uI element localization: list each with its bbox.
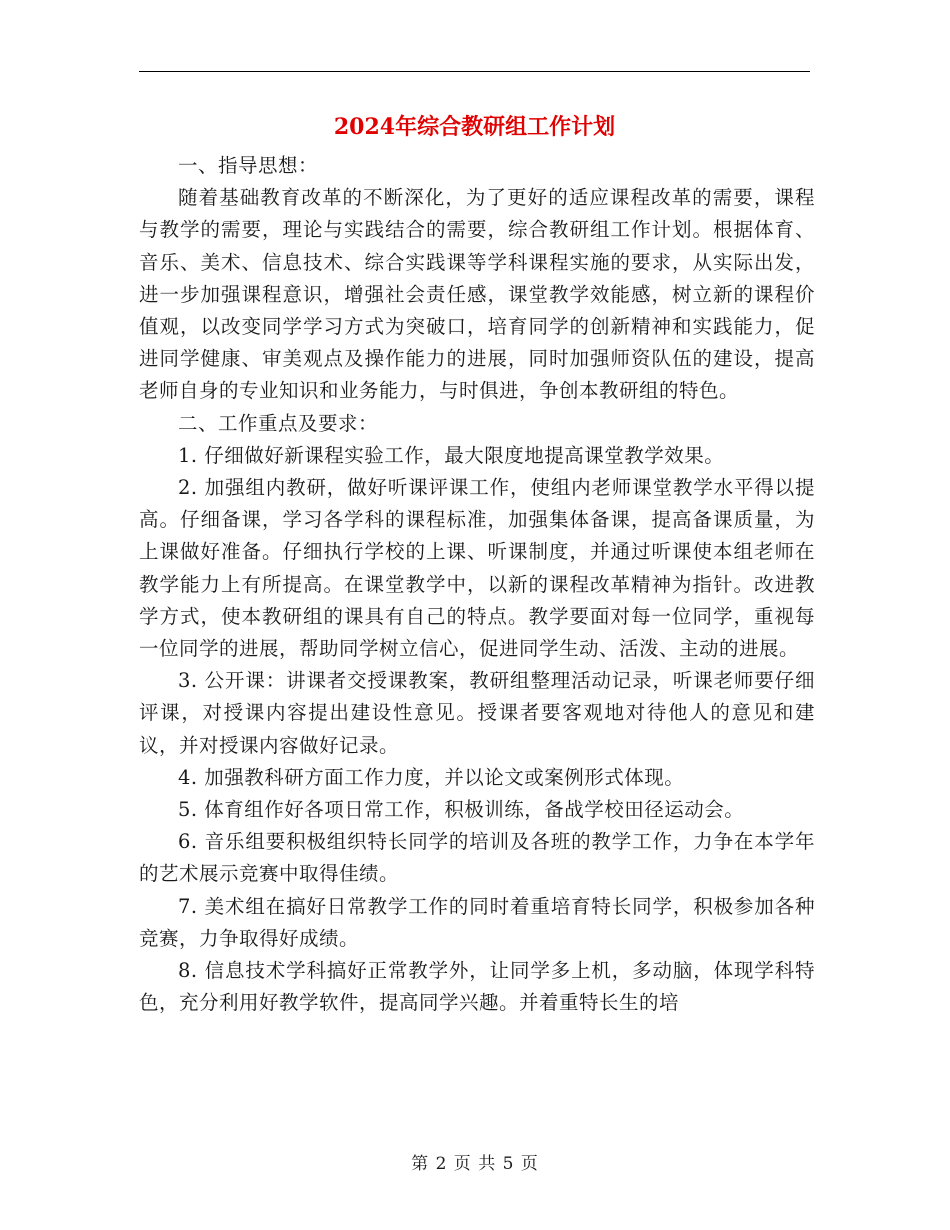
- section-heading-guiding-thought: 一、指导思想：: [178, 154, 319, 177]
- list-item-3: 3. 公开课：讲课者交授课教案，教研组整理活动记录，听课老师要仔细评课，对授课内容提出建设性意见。授课者要客观地对待他人的意见和建议，并对授课内容做好记录。: [139, 669, 815, 757]
- document-title: 2024年综合教研组工作计划: [333, 114, 616, 140]
- list-item-8: 8. 信息技术学科搞好正常教学外，让同学多上机，多动脑，体现学科特色，充分利用好教学软件，提高同学兴趣。并着重特长生的培: [139, 959, 815, 1015]
- list-item-7: 7. 美术组在搞好日常教学工作的同时着重培育特长同学，积极参加各种竞赛，力争取得好成绩。: [139, 894, 815, 950]
- list-item-6: 6. 音乐组要积极组织特长同学的培训及各班的教学工作，力争在本学年的艺术展示竞赛中取得佳绩。: [139, 830, 815, 886]
- list-item-4: 4. 加强教科研方面工作力度，并以论文或案例形式体现。: [178, 765, 685, 789]
- header-rule: [139, 71, 810, 72]
- document-body: [139, 150, 815, 1019]
- paragraph-guiding-thought: 随着基础教育改革的不断深化，为了更好的适应课程改革的需要，课程与教学的需要，理论与实践结合的需要，综合教研组工作计划。根据体育、音乐、美术、信息技术、综合实践课等学科课程实施的要求，从实际出发，进一步加强课程意识，增强社会责任感，课堂教学效能感，树立新的课程价值观，以改变同学学习方式为突破口，培育同学的创新精神和实践能力，促进同学健康、审美观点及操作能力的进展，同时加强师资队伍的建设，提高老师自身的专业知识和业务能力，与时俱进，争创本教研组的特色。: [139, 186, 815, 403]
- list-item-5: 5. 体育组作好各项日常工作，积极训练，备战学校田径运动会。: [178, 798, 745, 822]
- list-item-2: 2. 加强组内教研，做好听课评课工作，使组内老师课堂教学水平得以提高。仔细备课，学习各学科的课程标准，加强集体备课，提高备课质量，为上课做好准备。仔细执行学校的上课、听课制度，并通过听课使本组老师在教学能力上有所提高。在课堂教学中，以新的课程改革精神为指针。改进教学方式，使本教研组的课具有自己的特点。教学要面对每一位同学，重视每一位同学的进展，帮助同学树立信心，促进同学生动、活泼、主动的进展。: [139, 476, 815, 661]
- page-footer: 第 2 页 共 5 页: [411, 1154, 539, 1174]
- list-item-1: 1. 仔细做好新课程实验工作，最大限度地提高课堂教学效果。: [178, 443, 725, 467]
- section-heading-work-focus: 二、工作重点及要求：: [178, 411, 379, 435]
